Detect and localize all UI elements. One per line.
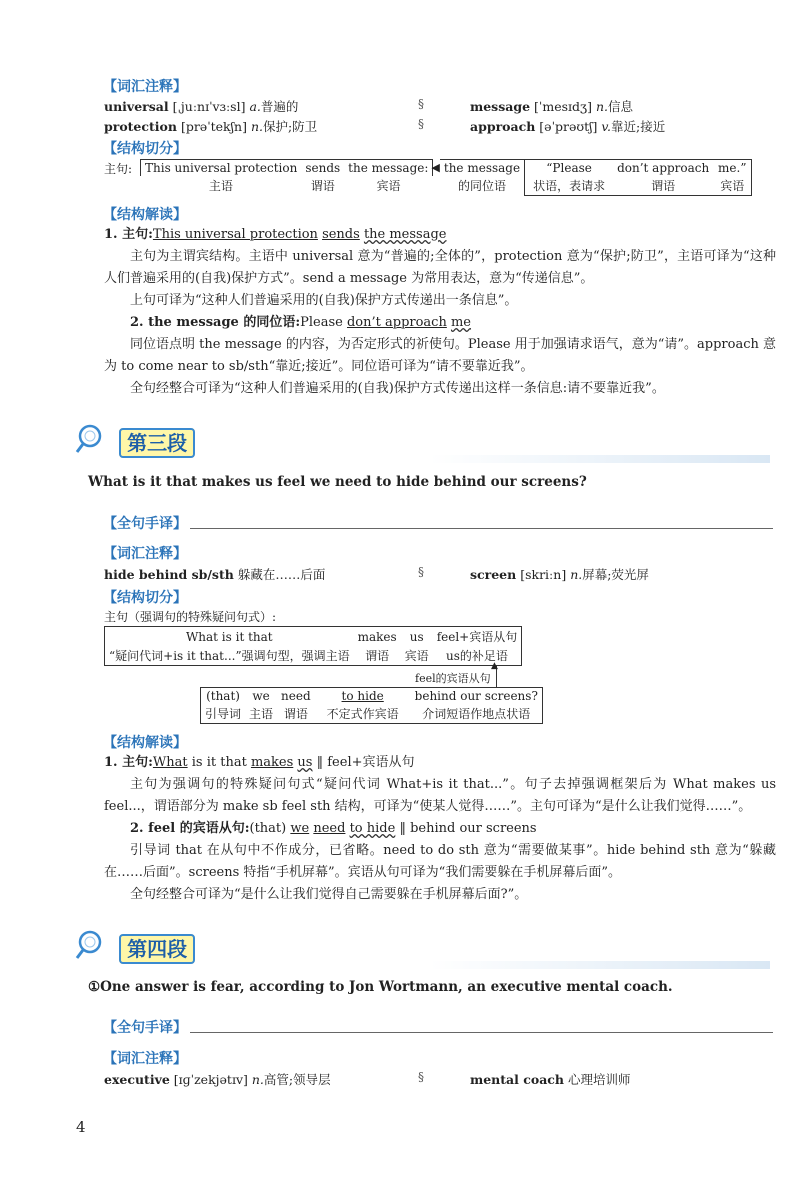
analysis-full-translation: 全句经整合可译为“这种人们普遍采用的(自我)保护方式传递出这样一条信息:请不要靠近我”。 — [130, 381, 665, 396]
magnifier-icon — [74, 928, 114, 966]
analysis-header-1: 【结构解读】 — [103, 207, 187, 223]
page-number: 4 — [76, 1118, 86, 1136]
sentence-3: What is it that makes us feel we need to hide behind our screens? — [88, 474, 587, 490]
split-header-1: 【结构切分】 — [103, 141, 187, 157]
separator-icon: § — [418, 97, 424, 111]
arrow-up-icon: ▲ — [491, 661, 498, 671]
analysis-point-2: 2. feel 的宾语从句:(that) we need to hide ‖ behind our screens — [130, 821, 537, 836]
separator-icon: § — [418, 1070, 424, 1084]
diagram-main-clause: This universal protection sends the message: 主语 谓语 宾语 — [140, 159, 433, 195]
separator-icon: § — [418, 565, 424, 579]
split-header-3: 【结构切分】 — [103, 590, 187, 606]
vocab-entry-universal: universal [ˌjuːnɪˈvɜːsl] a.普遍的 — [104, 99, 299, 114]
structure-diagram-3b: (that) we need to hide behind our screens? 引导词 主语 谓语 不定式作宾语 介词短语作地点状语 — [200, 687, 543, 724]
analysis-header-3: 【结构解读】 — [103, 735, 187, 751]
translation-line[interactable] — [190, 528, 773, 529]
section-title-3: 第三段 — [74, 422, 195, 460]
title-decoration — [430, 455, 770, 463]
vocab-entry-protection: protection [prəˈtekʃn] n.保护;防卫 — [104, 119, 318, 134]
vocab-entry-screen: screen [skriːn] n.屏幕;荧光屏 — [470, 567, 649, 582]
vocab-entry-mental-coach: mental coach 心理培训师 — [470, 1072, 631, 1087]
arrow-left-icon: ◀ — [431, 161, 440, 174]
vocab-entry-approach: approach [əˈprəʊtʃ] v.靠近;接近 — [470, 119, 666, 134]
structure-diagram-1 — [140, 159, 752, 196]
translate-header-3: 【全句手译】 — [103, 516, 187, 532]
title-decoration — [430, 961, 770, 969]
analysis-text: 主句为主谓宾结构。主语中 universal 意为“普遍的;全体的”，protection 意为“保护;防卫”，主语可译为“这种人们普遍采用的(自我)保护方式”。send a message 为常用表达，意为“传递信息”。 — [104, 249, 776, 286]
diagram-appositive-label: the message 的同位语 — [440, 159, 524, 195]
vocab-entry-message: message [ˈmesɪdʒ] n.信息 — [470, 99, 633, 114]
translation-line[interactable] — [190, 1032, 773, 1033]
vocab-entry-hide-behind: hide behind sb/sth 躲藏在……后面 — [104, 567, 326, 582]
vocab-header-4: 【词汇注释】 — [103, 1051, 187, 1067]
separator-icon: § — [418, 117, 424, 131]
structure-diagram-3a: What is it that makes us feel+宾语从句 “疑问代词+is it that...”强调句型，强调主语 谓语 宾语 us的补足语 — [104, 626, 522, 666]
analysis-text: 同位语点明 the message 的内容，为否定形式的祈使句。Please 用于加强请求语气，意为“请”。approach 意为 to come near to sb/sth“靠近;接近”。同位语可译为“请不要靠近我”。 — [104, 337, 776, 374]
analysis-point-1: 1. 主句:This universal protection sends the message — [104, 227, 447, 242]
magnifier-icon — [74, 422, 114, 460]
analysis-translation: 上句可译为“这种人们普遍采用的(自我)保护方式传递出一条信息”。 — [130, 293, 518, 308]
split-label: 主句: — [104, 162, 133, 176]
arrow-label: feel的宾语从句 — [415, 672, 491, 685]
analysis-text: 主句为强调句的特殊疑问句式“疑问代词 What+is it that...”。句子去掉强调框架后为 What makes us feel...，谓语部分为 make sb feel sth 结构，可译为“使某人觉得……”。主句可译为“是什么让我们觉得……”。 — [104, 777, 776, 814]
split-label-3: 主句（强调句的特殊疑问句式）: — [104, 610, 277, 624]
translate-header-4: 【全句手译】 — [103, 1020, 187, 1036]
analysis-point-1: 1. 主句:What is it that makes us ‖ feel+宾语从句 — [104, 755, 415, 770]
analysis-full-translation: 全句经整合可译为“是什么让我们觉得自己需要躲在手机屏幕后面?”。 — [130, 887, 528, 902]
vocab-entry-executive: executive [ɪɡˈzekjətɪv] n.高管;领导层 — [104, 1072, 331, 1087]
diagram-appositive: “Please don’t approach me.” 状语，表请求 谓语 宾语 — [524, 159, 752, 196]
vocab-header-1: 【词汇注释】 — [103, 79, 187, 95]
analysis-body-1 — [104, 224, 776, 400]
analysis-text: 引导词 that 在从句中不作成分，已省略。need to do sth 意为“需要做某事”。hide behind sth 意为“躲藏在……后面”。screens 特指“手机屏幕”。宾语从句可译为“我们需要躲在手机屏幕后面”。 — [104, 843, 776, 880]
analysis-body-3 — [104, 752, 776, 906]
vocab-header-3: 【词汇注释】 — [103, 546, 187, 562]
section-title-4: 第四段 — [74, 928, 195, 966]
analysis-point-2: 2. the message 的同位语:Please don’t approach me — [130, 315, 472, 330]
sentence-4: ①One answer is fear, according to Jon Wortmann, an executive mental coach. — [88, 979, 673, 995]
